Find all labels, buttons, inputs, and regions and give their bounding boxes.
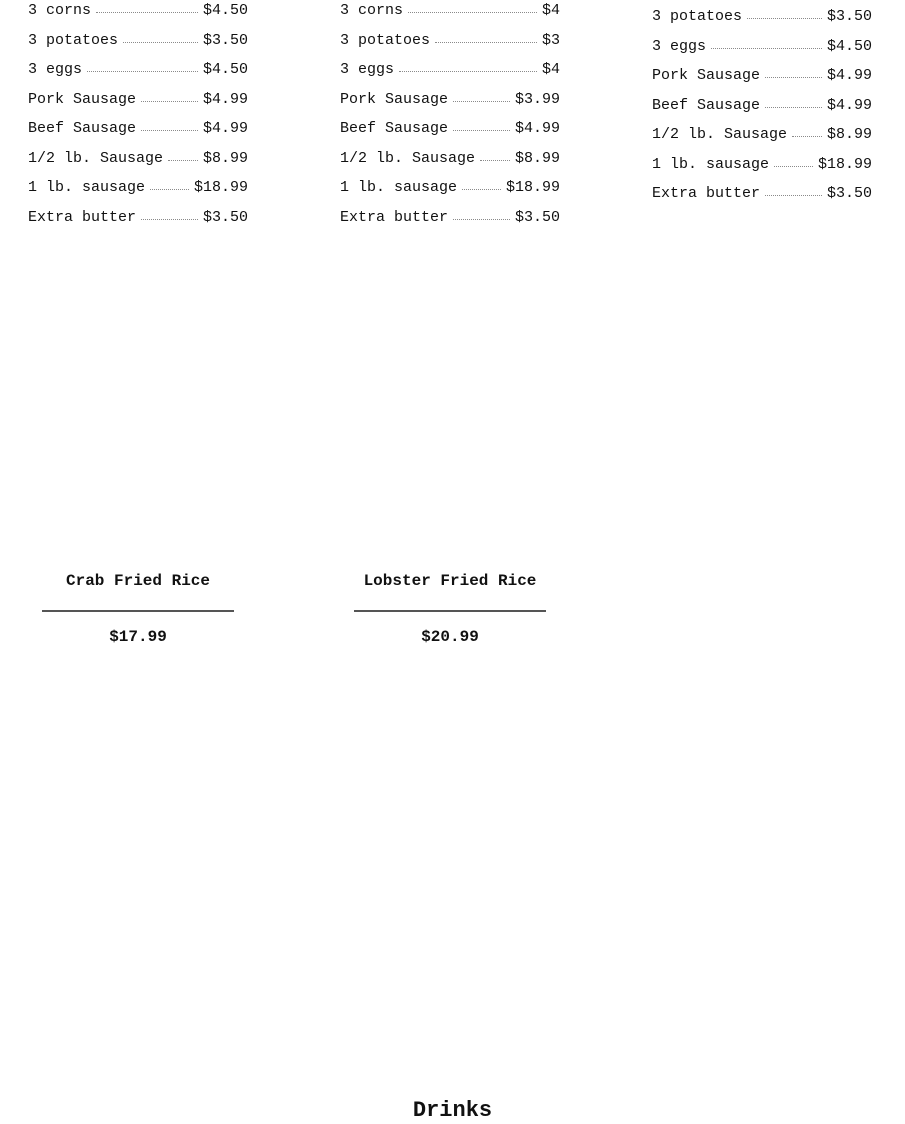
menu-item-name: Beef Sausage — [652, 96, 761, 114]
dish-card-title: Lobster Fried Rice — [363, 572, 537, 590]
dish-card-price: $17.99 — [109, 628, 167, 646]
menu-item-price: $3.50 — [202, 208, 248, 226]
menu-item-name: Pork Sausage — [340, 90, 449, 108]
section-heading-drinks: Drinks — [412, 1098, 493, 1123]
menu-item-name: 3 eggs — [652, 37, 707, 55]
dot-leader — [480, 160, 510, 161]
menu-item — [28, 91, 248, 121]
menu-item-price: $4.99 — [826, 96, 872, 114]
menu-item-price: $4.50 — [202, 2, 248, 19]
dot-leader — [747, 18, 822, 19]
menu-item — [652, 156, 872, 186]
menu-item — [340, 2, 560, 32]
dot-leader — [774, 166, 813, 167]
menu-item-price: $18.99 — [817, 155, 872, 173]
menu-item — [28, 2, 248, 32]
menu-item — [340, 32, 560, 62]
dot-leader — [711, 48, 822, 49]
menu-item-name: Extra butter — [28, 208, 137, 226]
dot-leader — [765, 77, 822, 78]
menu-item — [652, 38, 872, 68]
menu-item-name: 3 eggs — [340, 61, 395, 78]
menu-column-2 — [340, 2, 560, 238]
menu-item-price: $3.50 — [826, 8, 872, 25]
menu-item-name: 1/2 lb. Sausage — [28, 149, 164, 167]
dish-card-crab-fried-rice[interactable] — [42, 570, 234, 648]
dot-leader — [453, 101, 510, 102]
menu-column-3 — [652, 8, 872, 215]
menu-item-price: $3.50 — [202, 31, 248, 49]
menu-item — [340, 209, 560, 239]
menu-item — [28, 32, 248, 62]
menu-item-price: $4 — [541, 61, 560, 78]
menu-item — [340, 150, 560, 180]
menu-item — [652, 8, 872, 38]
menu-item — [340, 61, 560, 91]
dot-leader — [150, 189, 189, 190]
menu-item — [28, 150, 248, 180]
dish-card-title: Crab Fried Rice — [65, 572, 211, 590]
dot-leader — [765, 107, 822, 108]
menu-item-name: 1 lb. sausage — [652, 155, 770, 173]
menu-item — [340, 91, 560, 121]
menu-item-price: $3.50 — [826, 185, 872, 202]
menu-item — [652, 97, 872, 127]
menu-item — [28, 179, 248, 209]
dot-leader — [408, 12, 537, 13]
menu-item-price: $8.99 — [202, 149, 248, 167]
menu-item-name: 3 potatoes — [652, 8, 743, 25]
menu-item — [340, 120, 560, 150]
menu-item-name: Beef Sausage — [340, 120, 449, 137]
menu-item-price: $8.99 — [514, 149, 560, 167]
menu-item-price: $4.50 — [826, 37, 872, 55]
dish-card-price: $20.99 — [421, 628, 479, 646]
dot-leader — [141, 101, 198, 102]
menu-item-price: $4.99 — [202, 90, 248, 108]
dot-leader — [141, 219, 198, 220]
menu-item — [28, 209, 248, 239]
menu-item-name: 3 potatoes — [28, 31, 119, 49]
dot-leader — [462, 189, 501, 190]
menu-item-name: Extra butter — [652, 185, 761, 202]
menu-item-name: Extra butter — [340, 208, 449, 226]
menu-item-name: Beef Sausage — [28, 120, 137, 137]
dot-leader — [123, 42, 198, 43]
dot-leader — [435, 42, 537, 43]
dot-leader — [87, 71, 198, 72]
menu-item-price: $18.99 — [505, 179, 560, 196]
menu-item-price: $4.99 — [202, 120, 248, 137]
dot-leader — [96, 12, 198, 13]
menu-item-price: $4.99 — [514, 120, 560, 137]
menu-item-name: 3 corns — [340, 2, 404, 19]
dot-leader — [141, 130, 198, 131]
menu-item-price: $4.50 — [202, 61, 248, 78]
menu-column-1 — [28, 2, 248, 238]
menu-item-price: $3 — [541, 31, 560, 49]
menu-item-name: 3 corns — [28, 2, 92, 19]
menu-item-name: 1 lb. sausage — [340, 179, 458, 196]
menu-item-price: $3.99 — [514, 90, 560, 108]
dot-leader — [168, 160, 198, 161]
menu-item-name: Pork Sausage — [28, 90, 137, 108]
menu-item — [28, 120, 248, 150]
menu-item-price: $18.99 — [193, 179, 248, 196]
menu-item-name: Pork Sausage — [652, 67, 761, 84]
menu-item — [652, 185, 872, 215]
dish-card-divider — [354, 610, 546, 612]
menu-item-price: $3.50 — [514, 208, 560, 226]
dot-leader — [453, 219, 510, 220]
menu-item-name: 3 eggs — [28, 61, 83, 78]
menu-item-name: 1/2 lb. Sausage — [340, 149, 476, 167]
menu-item — [340, 179, 560, 209]
dot-leader — [765, 195, 822, 196]
dot-leader — [792, 136, 822, 137]
dish-card-divider — [42, 610, 234, 612]
dot-leader — [453, 130, 510, 131]
dot-leader — [399, 71, 537, 72]
menu-item-price: $4.99 — [826, 67, 872, 84]
menu-item-price: $4 — [541, 2, 560, 19]
menu-item — [652, 67, 872, 97]
menu-item — [652, 126, 872, 156]
menu-item — [28, 61, 248, 91]
menu-item-name: 3 potatoes — [340, 31, 431, 49]
dish-card-lobster-fried-rice[interactable] — [354, 570, 546, 648]
menu-item-price: $8.99 — [826, 126, 872, 143]
menu-item-name: 1/2 lb. Sausage — [652, 126, 788, 143]
menu-item-name: 1 lb. sausage — [28, 179, 146, 196]
